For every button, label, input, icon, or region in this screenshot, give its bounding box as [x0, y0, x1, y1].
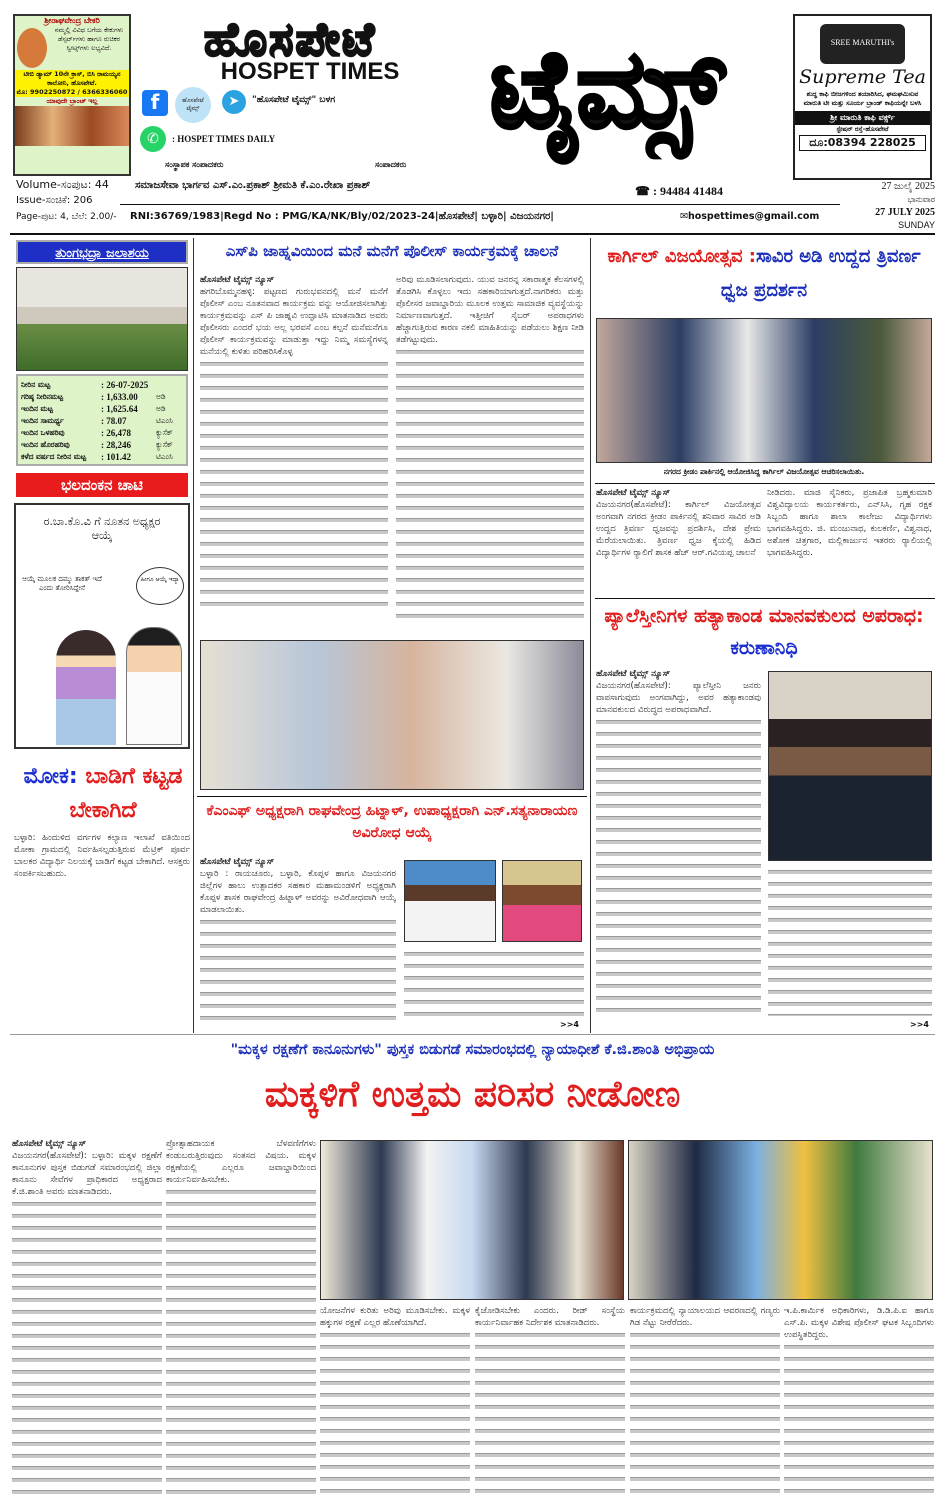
children-col-2: [166, 1138, 316, 1500]
children-headline: ಮಕ್ಕಳಿಗೆ ಉತ್ತಮ ಪರಿಸರ ನೀಡೋಣ: [264, 1074, 681, 1115]
telegram-group-label: "ಹೊಸಪೇಟೆ ಟೈಮ್ಸ್" ಬಳಗ: [252, 95, 336, 105]
palestine-jump[interactable]: >>4: [910, 1020, 929, 1029]
date-kannada: 27 ಜುಲೈ 2025: [881, 181, 935, 192]
text-continuation: [200, 358, 388, 608]
volume: Volume-ಸಂಪುಟ: 44: [16, 178, 109, 191]
palestine-col-2: [768, 866, 932, 1016]
column-divider: [193, 238, 194, 1033]
masthead-title-big: ಟೈಮ್ಸ್: [489, 27, 725, 152]
police-headline: ಎಸ್‌ಪಿ ಜಾಹ್ನವಿಯಿಂದ ಮನೆ ಮನೆಗೆ ಪೊಲೀಸ್ ಕಾರ್ಯಕ್ರಮಕ್ಕೆ ಚಾಲನೆ: [225, 242, 559, 260]
kmf-text: ಬಳ್ಳಾರಿ : ರಾಯಚೂರು, ಬಳ್ಳಾರಿ, ಕೊಪ್ಪಳ ಹಾಗೂ ವಿಜಯನಗರ ಜಿಲ್ಲೆಗಳ ಹಾಲು ಉತ್ಪಾದಕರ ಸಹಕಾರ ಮಹಾಮಂಡಳಿಗೆ ಅಧ್ಯಕ್ಷರಾಗಿ ಕೊಪ್ಪಳ ಶಾಸಕ ರಾಘವೇಂದ್ರ ಹಿಟ್ನಾಳ್ ಅವರನ್ನು ಅವಿರೋಧವಾಗಿ ಆಯ್ಕೆ ಮಾಡಲಾಯಿತು.: [200, 869, 396, 915]
kargil-text-1: ವಿಜಯನಗರ(ಹೊಸಪೇಟೆ): ಕಾರ್ಗಿಲ್ ವಿಜಯೋತ್ಸವ ಅಂಗವಾಗಿ ನಗರದ ಕ್ರೀಡಂ ಪಾರ್ಕಿನಲ್ಲಿ ಶನಿವಾರ ಸಾವಿರ ಅಡಿ ಉದ್ದದ ತ್ರಿವರ್ಣ ಧ್ವಜವನ್ನು ಪ್ರದರ್ಶಿಸಿ, ದೇಶ ಪ್ರೇಮ ಮೆರೆಯಲಾಯಿತು. ತ್ರಿವರ್ಣ ಧ್ವಜ ಕೈಯಲ್ಲಿ ಹಿಡಿದ ವಿದ್ಯಾರ್ಥಿಗಳ ರ್‍ಯಾಲಿಗೆ ಶಾಸಕ ಹೆಚ್ ಆರ್.ಗವಿಯಪ್ಪ ಚಾಲನೆ: [596, 500, 761, 558]
byline: ಹೊಸಪೇಟೆ ಟೈಮ್ಸ್ ನ್ಯೂಸ್: [596, 669, 671, 679]
children-col-1: [12, 1138, 162, 1500]
whatsapp-label: : HOSPET TIMES DAILY: [172, 134, 276, 144]
ad-bakery-title: ಶ್ರೀರಾಘವೇಂದ್ರ ಬೇಕರಿ: [44, 16, 100, 25]
reservoir-value: : 1,625.64: [101, 404, 138, 414]
reservoir-label: ನೀರಿನ ಮಟ್ಟ: [21, 380, 51, 389]
police-text-2: ಅರಿವು ಮೂಡಿಸಲಾಗುವುದು. ಯುವ ಜನರನ್ನ ಸಕಾರಾತ್ಮಕ ಕೆಲಸಗಳಲ್ಲಿ ತೊಡಗಿಸಿ ಕೊಳ್ಳಲು ಇದು ಸಹಕಾರಿಯಾಗುತ್ತದೆ.ನಾಗರಿಕರು ಮತ್ತು ಪೊಲೀಸರ ಜವಾಬ್ದಾರಿಯ ಮೂಲಕ ಉತ್ತಮ ಸಾಮಾಜಿಕ ವ್ಯವಸ್ಥೆಯನ್ನು ನಿರ್ಮಾಣವಾಗುತ್ತದೆ. ಇತ್ತೀಚಿಗೆ ಸೈಬರ್ ಅಪರಾಧಗಳು ಹೆಚ್ಚಾಗುತ್ತಿರುವ ಕಾರಣ ನಕಲಿ ಮಾಹಿತಿಯನ್ನು ಪಡೆಯಲು ಶಿಕ್ಷಣ ನೀಡಿ ತಡೆಗಟ್ಟುವುದು.: [396, 275, 584, 345]
reservoir-value: : 26-07-2025: [101, 380, 149, 390]
reservoir-label: ಕಳೆದ ವರ್ಷದ ನೀರಿನ ಮಟ್ಟ: [21, 452, 87, 461]
reservoir-value: : 28,246: [101, 440, 131, 450]
ad-bakery-phone: ಮೊ: 9902250872 / 6366336060: [16, 88, 128, 96]
text-continuation: [630, 1329, 780, 1499]
kmf-jump[interactable]: >>4: [560, 1020, 579, 1029]
kargil-headline-red: ಕಾರ್ಗಿಲ್ ವಿಜಯೋತ್ಸವ :: [607, 246, 756, 267]
email-text: hospettimes@gmail.com: [687, 211, 820, 222]
children-text-3: ಯೋಜನೆಗಳ ಕುರಿತು ಅರಿವು ಮೂಡಿಸಬೇಕು. ಮಕ್ಕಳ ಹಕ್ಕುಗಳ ರಕ್ಷಣೆ ಎಲ್ಲರ ಹೊಣೆಯಾಗಿದೆ.: [320, 1306, 470, 1328]
issue: Issue-ಸಂಚಿಕೆ: 206: [16, 195, 93, 206]
tea-product: Supreme Tea: [799, 66, 926, 88]
byline: ಹೊಸಪೇಟೆ ಟೈಮ್ಸ್ ನ್ಯೂಸ್: [12, 1139, 87, 1149]
reservoir-unit: ಅಡಿ: [156, 392, 166, 401]
reservoir-unit: ಟಿಎಂಸಿ: [156, 452, 173, 461]
date-english: 27 JULY 2025: [875, 207, 935, 218]
reservoir-unit: ಕ್ಯುಸೆಕ್: [156, 440, 173, 449]
reservoir-label: ಇಂದಿನ ಮಟ್ಟ: [21, 404, 53, 413]
moka-headline-a: ಮೋಕ:: [23, 764, 78, 789]
kmf-col-2: [404, 948, 584, 1020]
police-col-1: [200, 274, 388, 638]
police-col-2: [396, 274, 584, 638]
email[interactable]: [680, 211, 819, 222]
reservoir-row: [21, 403, 183, 415]
children-text-6: ಇ.ಪಿ.ಕಾರ್ಮಿಕ ಅಧಿಕಾರಿಗಳು, ಡಿ.ಡಿ.ಪಿ.ಐ ಹಾಗೂ ಎಸ್‌.ಪಿ. ಮಕ್ಕಳ ವಿಶೇಷ ಪೊಲೀಸ್ ಘಟಕ ಸಿಬ್ಬಂದಿಗಳು ಉಪಸ್ಥಿತರಿದ್ದರು.: [784, 1306, 934, 1340]
text-continuation: [475, 1329, 625, 1499]
cartoon-man: [126, 627, 182, 745]
masthead-title-english: HOSPET TIMES: [220, 58, 400, 85]
ad-bakery-body: ನಮ್ಮಲ್ಲಿ ವಿವಿಧ ಬಗೆಯ ಕೇಕುಗಳು ಡೆಸ್ಸರ್ಟ್‌ಗಳು ಹಾಗೂ ರುಚಿಕರ ಸ್ವೀಟ್ಸ್‌ಗಳು ಲಭ್ಯವಿದೆ.: [54, 26, 124, 52]
tea-shop: ಶ್ರೀ ಮಾರುತಿ ಕಾಫಿ ವರ್ಕ್ಸ್: [795, 111, 930, 125]
satyanarayana-photo: [502, 860, 582, 942]
facebook-icon[interactable]: f: [142, 90, 168, 116]
text-continuation: [12, 1198, 162, 1498]
page-circle-icon[interactable]: ಹೊಸಪೇಟೆ ಟೈಮ್ಸ್: [175, 87, 211, 123]
founder-label: ಸಂಸ್ಥಾಪಕ ಸಂಪಾದಕರು: [165, 160, 224, 169]
text-continuation: [396, 346, 584, 626]
palestine-col-1: [596, 668, 761, 1030]
reservoir-value: : 1,633.00: [101, 392, 138, 402]
phone: [635, 184, 723, 199]
children-col-5: [630, 1305, 780, 1500]
byline: ಹೊಸಪೇಟೆ ಟೈಮ್ಸ್ ನ್ಯೂಸ್: [200, 275, 275, 285]
palestine-headline: [595, 600, 933, 664]
section-rule: [10, 1034, 935, 1035]
kargil-caption: ನಗರದ ಕ್ರೀಡಂ ಪಾರ್ಕಿನಲ್ಲಿ ಆಯೋಜಿಸಿದ್ದ ಕಾರ್ಗಿಲ್ ವಿಜಯೋತ್ಸವ ಆಚರಿಸಲಾಯಿತು.: [663, 467, 865, 476]
children-kicker: "ಮಕ್ಕಳ ರಕ್ಷಣೆಗೆ ಕಾನೂನುಗಳು" ಪುಸ್ತಕ ಬಿಡುಗಡೆ ಸಮಾರಂಭದಲ್ಲಿ ನ್ಯಾಯಾಧೀಶೆ ಕೆ.ಜಿ.ಶಾಂತಿ ಅಭಿಪ್ರಾಯ: [230, 1042, 715, 1058]
moka-headline: [14, 760, 192, 828]
children-text-1: ವಿಜಯನಗರ(ಹೊಸಪೇಟೆ): ಬಳ್ಳಾರಿ: ಮಕ್ಕಳ ರಕ್ಷಣೆಗೆ ಕಾನೂನುಗಳ ಪುಸ್ತಕ ಬಿಡುಗಡೆ ಸಮಾರಂಭದಲ್ಲಿ ಜಿಲ್ಲಾ ಕಾನೂನು ಸೇವೆಗಳ ಪ್ರಾಧಿಕಾರದ ಅಧ್ಯಕ್ಷರಾದ ಕೆ.ಜಿ.ಶಾಂತಿ ಅವರು ಮಾತನಾಡಿದರು.: [12, 1151, 162, 1197]
tea-logo: SREE MARUTHI's: [820, 24, 905, 64]
divider: [197, 796, 587, 797]
reservoir-label: ಇಂದಿನ ಸಾಮರ್ಥ್ಯ: [21, 416, 64, 425]
cartoon-speech: ಆಯ್ಕೆ ಮೂಲಕ ದಮ್ಮು ತಾಕತ್ ಇದೆ ಎಂದು ತೋರಿಸಿದ್ದೇನೆ: [22, 575, 102, 592]
ad-bakery-address: ಟೀಬಿ ಡ್ಯಾಮ್ 10ನೇ ಕ್ರಾಸ್, ಬಿಸಿ ರಾಮಯ್ಯನ ಕಾಲೋನಿ, ಹೊಸಪೇಟೆ.: [15, 70, 129, 88]
kargil-headline-blue: ಸಾವಿರ ಅಡಿ ಉದ್ದದ ತ್ರಿವರ್ಣ ಧ್ವಜ ಪ್ರದರ್ಶನ: [720, 246, 921, 301]
editors-names: ಸಮಾಜಸೇವಾ ಭಾರ್ಗವ ಎಸ್.ಎಂ.ಪ್ರಕಾಶ್ ಶ್ರೀಮತಿ ಕೆ.ಎಂ.ರೇಖಾ ಪ್ರಕಾಶ್: [135, 180, 371, 191]
karunanidhi-photo: [768, 671, 932, 861]
ad-bakery-tag: ಯಾವುದೇ ಬ್ರಾಂಚ್ ಇಲ್ಲ: [46, 97, 98, 105]
dam-photo: [16, 267, 188, 371]
whatsapp-icon[interactable]: ✆: [140, 126, 166, 152]
kargil-col-1: [596, 487, 761, 597]
reservoir-row: [21, 427, 183, 439]
children-text-4: ಕೈಜೋಡಿಸಬೇಕು ಎಂದರು. ರೀಡ್ ಸಂಸ್ಥೆಯ ಕಾರ್ಯನಿರ್ವಾಹಕ ನಿರ್ದೇಶಕ ಮಾತನಾಡಿದರು.: [475, 1306, 625, 1328]
header-rule: [10, 233, 935, 235]
telegram-icon[interactable]: ➤: [222, 90, 246, 114]
reservoir-title: ತುಂಗಭದ್ರಾ ಜಲಾಶಯ: [16, 240, 188, 264]
byline: ಹೊಸಪೇಟೆ ಟೈಮ್ಸ್ ನ್ಯೂಸ್: [596, 488, 671, 498]
palestine-text: ವಿಜಯನಗರ(ಹೊಸಪೇಟೆ): ಪ್ಯಾಲೆಸ್ತೀನಿ ಜನರು ವಾಪಸಾಗುವುದು ಅಂಗವಾಗಿದ್ದು, ಅವರ ಹತ್ಯಾಕಾಂಡವು ಮಾನವಕುಲದ ವಿರುದ್ಧದ ಅಪರಾಧವಾಗಿದೆ.: [596, 681, 761, 715]
kmf-headline: ಕೆಎಂಎಫ್ ಅಧ್ಯಕ್ಷರಾಗಿ ರಾಘವೇಂದ್ರ ಹಿಟ್ನಾಳ್, ಉಪಾಧ್ಯಕ್ಷರಾಗಿ ಎನ್.ಸತ್ಯನಾರಾಯಣ ಅವಿರೋಧ ಆಯ್ಕೆ: [206, 803, 578, 841]
reservoir-label: ಇಂದಿನ ಒಳಹರಿವು: [21, 428, 65, 437]
tea-body: ಶುದ್ಧ ಕಾಫಿ ಬೀಜಗಳಿಂದ ತಯಾರಿಸಿದ, ಘಮಘಮಿಸುವ ಮಾರುತಿ ಟೀ ಮತ್ತು ಸೂರ್ಯ ಬ್ರಾಂಡ್ ಕಾಫಿಯನ್ನೇ ಬಳಸಿ: [803, 90, 922, 107]
book-release-photo: [320, 1140, 624, 1300]
reservoir-row: [21, 379, 183, 391]
reservoir-row: [21, 391, 183, 403]
reservoir-value: : 78.07: [101, 416, 127, 426]
reservoir-unit: ಅಡಿ: [156, 404, 166, 413]
reservoir-unit: ಟಿಎಂಸಿ: [156, 416, 173, 425]
children-text-2: ಪ್ರೋತ್ಸಾಹದಾಯಕ ಬೆಳವಣಿಗೆಗಳು ಕಂಡುಬರುತ್ತಿರುವುದು ಸಂತಸದ ವಿಷಯ. ಮಕ್ಕಳ ರಕ್ಷಣೆಯಲ್ಲಿ ಎಲ್ಲರೂ ಜವಾಬ್ದಾರಿಯಿಂದ ಕಾರ್ಯನಿರ್ವಹಿಸಬೇಕು.: [166, 1139, 316, 1185]
police-photo: [200, 640, 584, 790]
column-divider: [590, 238, 591, 1033]
divider: [120, 204, 840, 205]
kmf-col-1: [200, 856, 396, 1031]
divider: [595, 483, 935, 484]
mail-icon: ✉: [680, 211, 688, 222]
day-kannada: ಭಾನುವಾರ: [907, 195, 935, 204]
reservoir-value: : 26,478: [101, 428, 131, 438]
registration-line: RNI:36769/1983|Regd No : PMG/KA/NK/Bly/02/2023-24|ಹೊಸಪೇಟೆ| ಬಳ್ಳಾರಿ| ವಿಜಯನಗರ|: [130, 211, 554, 222]
divider: [595, 598, 935, 599]
text-continuation: [784, 1341, 934, 1500]
children-col-4: [475, 1305, 625, 1500]
ad-bakery: [13, 14, 131, 176]
date-block: [845, 180, 935, 232]
kargil-col-2: ನೀಡಿದರು. ಮಾಜಿ ಸೈನಿಕರು, ಪ್ರಜಾಪಿತ ಬ್ರಹ್ಮಕುಮಾರಿ ವಿಶ್ವವಿದ್ಯಾಲಯ ಕಾರ್ಯಕರ್ತರು, ಎನ್‌ಸಿಸಿ, ಗೃಹ ರಕ್ಷಕ ಸಿಬ್ಬಂದಿ ಹಾಗೂ ಶಾಲಾ ಕಾಲೇಜು ವಿದ್ಯಾರ್ಥಿಗಳು ಭಾಗವಹಿಸಿದ್ದರು. ಜಿ. ಮಂಜುನಾಥ, ಕುಲಕರ್ಣಿ, ವಿಶ್ವನಾಥ, ಅಶೋಕ ಚಿತ್ರಗಾರ, ಮಲ್ಲಿಕಾರ್ಜುನ ಇತರರು ರ್‍ಯಾಲಿಯಲ್ಲಿ ಭಾಗವಹಿಸಿದ್ದರು.: [767, 488, 932, 558]
text-continuation: [166, 1186, 316, 1500]
kargil-photo: [596, 318, 932, 463]
reservoir-label: ಇಂದಿನ ಹೊರಹರಿವು: [21, 440, 70, 449]
cartoon-caption: ರ.ಬಾ.ಕೊ.ವಿ ಗೆ ನೂತನ ಅಧ್ಯಕ್ಷರ ಆಯ್ಕೆ: [43, 515, 161, 542]
cartoon-thought-bubble: ಹೀಗೂ ಆಯ್ಕೆ ಇದ್ಯಾ: [136, 567, 184, 605]
text-continuation: [320, 1329, 470, 1499]
byline: ಹೊಸಪೇಟೆ ಟೈಮ್ಸ್ ನ್ಯೂಸ್: [200, 857, 275, 867]
phone-number: : 94484 41484: [652, 184, 723, 198]
lamp-lighting-photo: [628, 1140, 933, 1300]
page-price: Page-ಪುಟ: 4, ಬೆಲೆ: 2.00/-: [16, 212, 117, 222]
palestine-headline-red: ಪ್ಯಾಲೆಸ್ತೀನಿಗಳ ಹತ್ಯಾಕಾಂಡ ಮಾನವಕುಲದ ಅಪರಾಧ:: [604, 605, 924, 627]
reservoir-unit: ಕ್ಯುಸೆಕ್: [156, 428, 173, 437]
reservoir-label: ಗರಿಷ್ಠ ನೀರಿನಮಟ್ಟ: [21, 392, 64, 401]
day-english: SUNDAY: [898, 220, 935, 230]
children-col-6: [784, 1305, 934, 1500]
reservoir-table: [16, 374, 188, 466]
ad-tea: [793, 14, 932, 180]
hitnal-photo: [404, 860, 496, 942]
deity-image: [17, 28, 47, 68]
reservoir-value: : 101.42: [101, 452, 131, 462]
text-continuation: [596, 716, 761, 1016]
masthead-title-kannada: ಹೊಸಪೇಟೆ: [203, 12, 377, 66]
text-continuation: [200, 916, 396, 1026]
police-text-1: ಹಗರಿಬೊಮ್ಮನಹಳ್ಳಿ: ಪಟ್ಟಣದ ಗುರುಭವನದಲ್ಲಿ ಮನೆ ಮನೆಗೆ ಪೊಲೀಸ್ ಎಂಬ ನೂತನವಾದ ಕಾರ್ಯಕ್ರಮ ವನ್ನು ಆಯೋಜಿಸಲಾಗಿತ್ತು ಕಾರ್ಯಕ್ರಮವನ್ನು ಎಸ್ ಪಿ ಜಾಹ್ನವಿ ಉದ್ಘಾಟಿಸಿ ಮಾತನಾಡಿದ ಅವರು ಪೊಲೀಸರು ಎಂದರೆ ಭಯ ಅಲ್ಲ ಭರವಸೆ ಎಂಬ ಕಲ್ಪನೆ ಮನೆಮನೆಗೂ ಪೊಲೀಸ್ ಕಾರ್ಯಕ್ರಮವನ್ನು ಮಾಡುತ್ತಾ ಇದ್ದು ನಿಮ್ಮ ಸಮಸ್ಯೆಗಳನ್ನ ಮನೆಯಲ್ಲಿ ಕುಳಿತು ಪರಿಹರಿಸಿಕೊಳ್ಳ: [200, 287, 388, 357]
children-text-5: ಕಾರ್ಯಕ್ರಮದಲ್ಲಿ ನ್ಯಾಯಾಲಯದ ಆವರಣದಲ್ಲಿ ಗಣ್ಯರು ಗಿಡ ನೆಟ್ಟು ನೀರೆರೆದರು.: [630, 1306, 780, 1328]
palestine-headline-blue: ಕರುಣಾನಿಧಿ: [730, 637, 798, 659]
cartoon-woman: [56, 630, 116, 745]
reservoir-row: [21, 439, 183, 451]
editor-label: ಸಂಪಾದಕರು: [375, 160, 407, 169]
children-col-3: [320, 1305, 470, 1500]
phone-icon: ☎: [635, 184, 653, 198]
moka-headline-b: ಬಾಡಿಗೆ ಕಟ್ಟಡ ಬೇಕಾಗಿದೆ: [69, 764, 183, 823]
cartoon: [14, 503, 190, 749]
tea-address: ಸ್ಟೇಷನ್ ರಸ್ತೆ-ಹೊಸಪೇಟೆ: [836, 125, 889, 133]
cartoon-section-title: ಭಲದಂಕನ ಚಾಟಿ: [16, 473, 188, 497]
kargil-headline: [595, 240, 933, 308]
reservoir-row: [21, 451, 183, 463]
tea-phone: ದೂ:08394 228025: [799, 135, 926, 151]
moka-text: ಬಳ್ಳಾರಿ: ಹಿಂದುಳಿದ ವರ್ಗಗಳ ಕಲ್ಯಾಣ ಇಲಾಖೆ ವತಿಯಿಂದ ಮೋಕಾ ಗ್ರಾಮದಲ್ಲಿ ನಿರ್ವಹಿಸಲ್ಪಡುತ್ತಿರುವ ಮೆಟ್ರಿಕ್ ಪೂರ್ವ ಬಾಲಕರ ವಿದ್ಯಾರ್ಥಿ ನಿಲಯಕ್ಕೆ ಬಾಡಿಗೆ ಕಟ್ಟಡ ಬೇಕಾಗಿದೆ. ಆಸಕ್ತರು ಸಂಪರ್ಕಿಸಬಹುದು.: [14, 833, 190, 879]
cake-image: [15, 106, 129, 146]
reservoir-row: [21, 415, 183, 427]
